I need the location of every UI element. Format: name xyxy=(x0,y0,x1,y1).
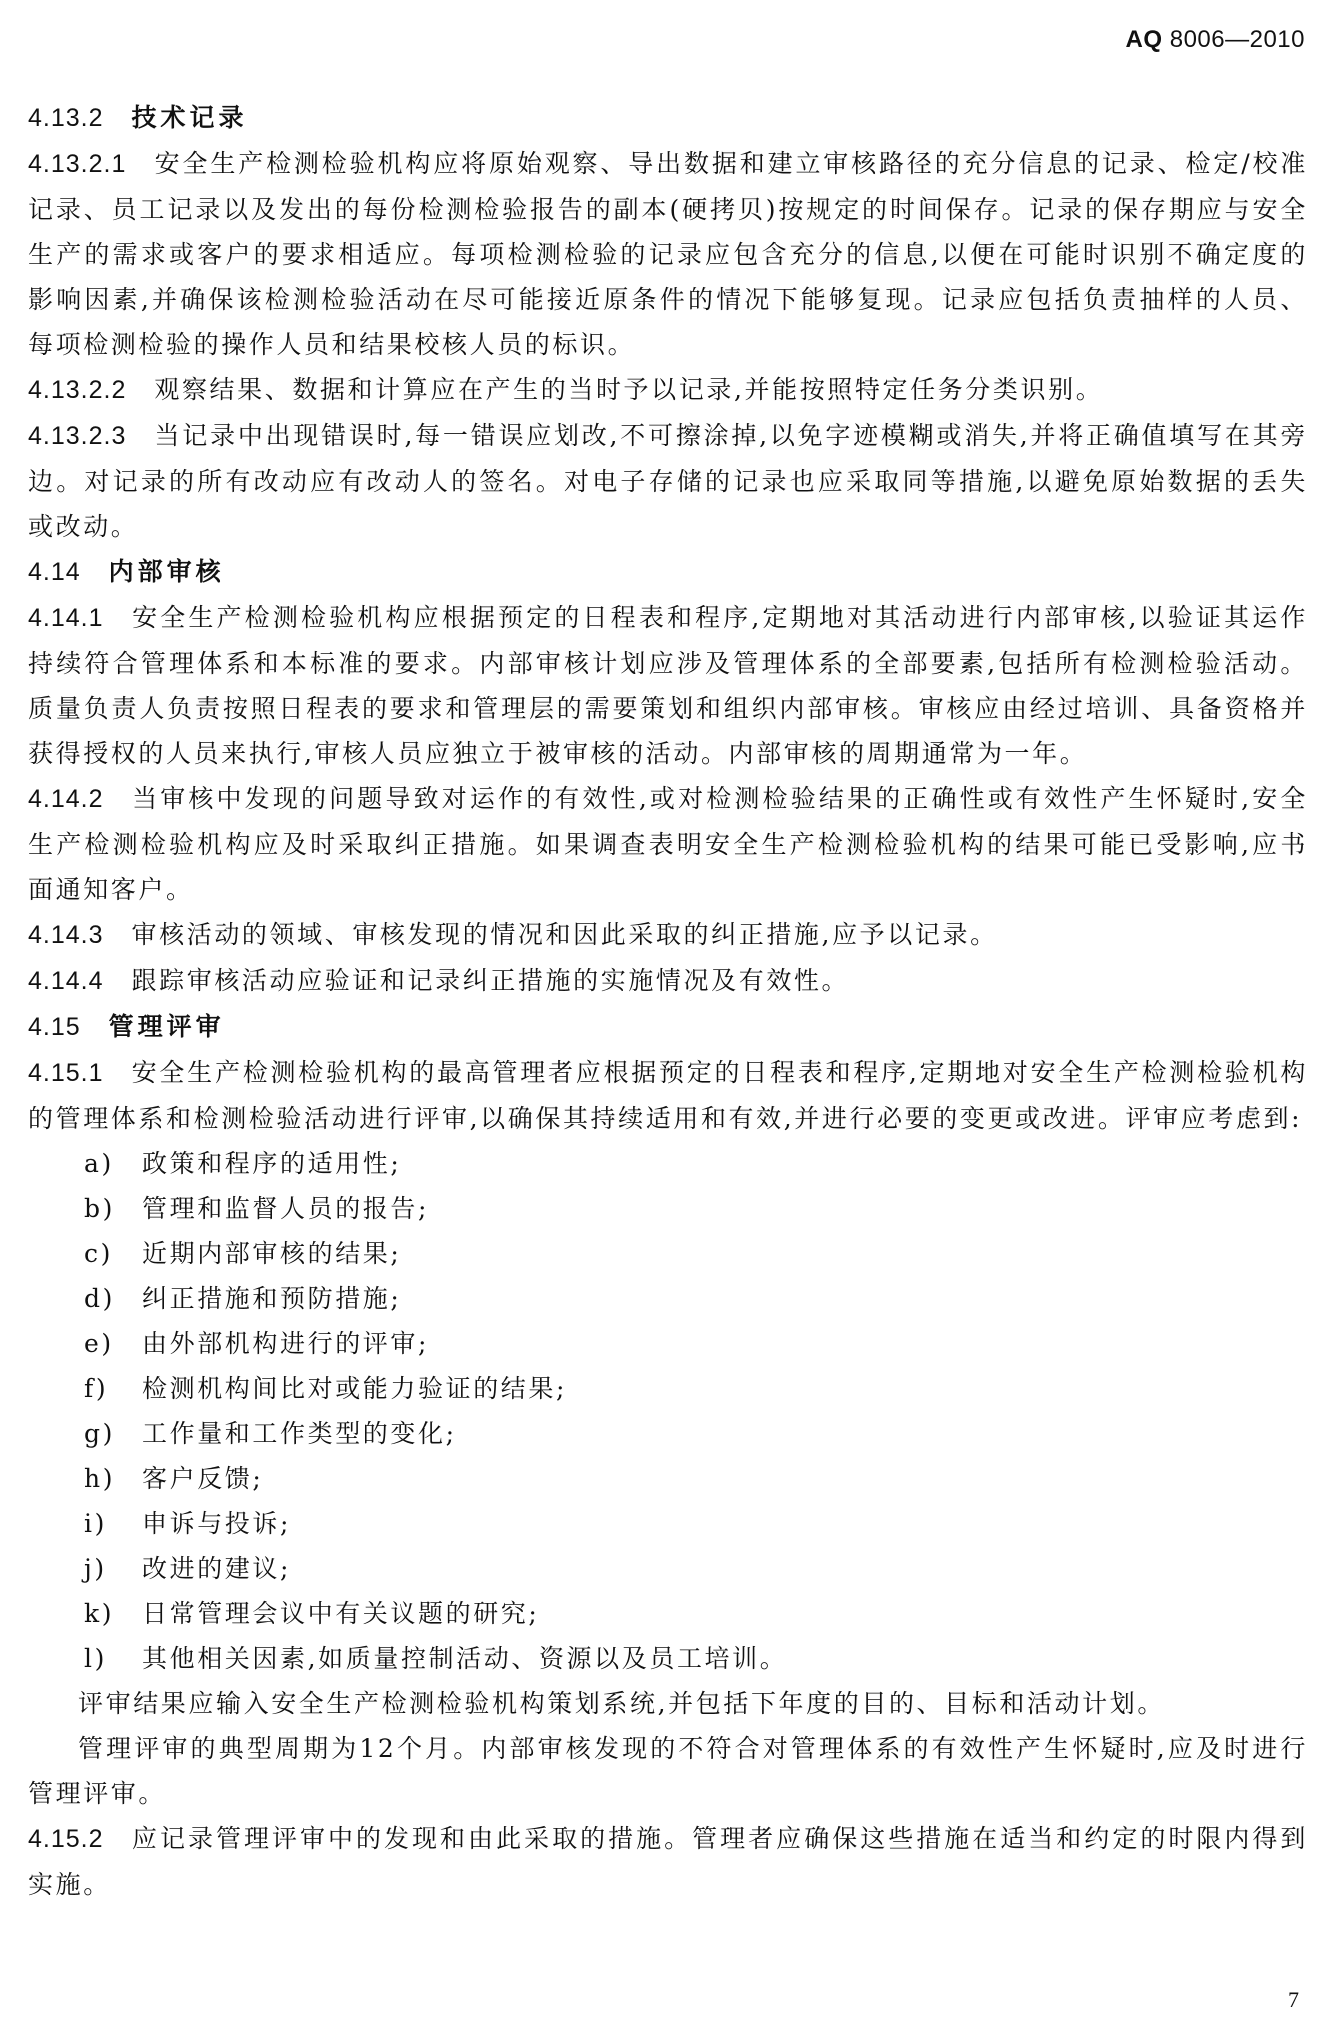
clause-4-15-1-paragraph: 管理评审的典型周期为12个月。内部审核发现的不符合对管理体系的有效性产生怀疑时,应及时进行管理评审。 xyxy=(28,1734,1308,1808)
clause-number: 4.14.3 xyxy=(28,921,104,949)
list-item xyxy=(28,1456,1308,1501)
list-text: 近期内部审核的结果; xyxy=(142,1239,402,1268)
clause-4-14-3 xyxy=(28,912,1308,958)
clause-text: 安全生产检测检验机构的最高管理者应根据预定的日程表和程序,定期地对安全生产检测检验机构的管理体系和检测检验活动进行评审,以确保其持续适用和有效,并进行必要的变更或改进。评审应考虑到: xyxy=(28,1058,1308,1133)
clause-4-13-2-2 xyxy=(28,367,1308,413)
clause-number: 4.14.1 xyxy=(28,604,104,632)
list-marker: h) xyxy=(84,1464,116,1493)
clause-text: 安全生产检测检验机构应根据预定的日程表和程序,定期地对其活动进行内部审核,以验证其运作持续符合管理体系和本标准的要求。内部审核计划应涉及管理体系的全部要素,包括所有检测检验活动。质量负责人负责按照日程表的要求和管理层的需要策划和组织内部审核。审核应由经过培训、具备资格并获得授权的人员来执行,审核人员应独立于被审核的活动。内部审核的周期通常为一年。 xyxy=(28,603,1308,768)
clause-text: 当审核中发现的问题导致对运作的有效性,或对检测检验结果的正确性或有效性产生怀疑时,安全生产检测检验机构应及时采取纠正措施。如果调查表明安全生产检测检验机构的结果可能已受影响,应书面通知客户。 xyxy=(28,784,1308,904)
list-text: 纠正措施和预防措施; xyxy=(142,1284,402,1313)
clause-text: 当记录中出现错误时,每一错误应划改,不可擦涂掉,以免字迹模糊或消失,并将正确值填写在其旁边。对记录的所有改动应有改动人的签名。对电子存储的记录也应采取同等措施,以避免原始数据的丢失或改动。 xyxy=(28,421,1308,541)
section-heading-4-13-2 xyxy=(28,95,1308,141)
list-text: 申诉与投诉; xyxy=(142,1509,292,1538)
clause-4-15-2 xyxy=(28,1816,1308,1907)
clause-text: 应记录管理评审中的发现和由此采取的措施。管理者应确保这些措施在适当和约定的时限内得到实施。 xyxy=(28,1824,1308,1899)
list-item xyxy=(28,1276,1308,1321)
list-item xyxy=(28,1546,1308,1591)
list-marker: g) xyxy=(84,1419,115,1448)
list-text: 检测机构间比对或能力验证的结果; xyxy=(142,1374,568,1403)
clause-text: 观察结果、数据和计算应在产生的当时予以记录,并能按照特定任务分类识别。 xyxy=(154,375,1104,404)
list-text: 其他相关因素,如质量控制活动、资源以及员工培训。 xyxy=(142,1644,788,1673)
clause-number: 4.13.2.1 xyxy=(28,150,127,178)
list-item xyxy=(28,1186,1308,1231)
clause-4-13-2-3 xyxy=(28,413,1308,549)
list-marker: e) xyxy=(84,1329,114,1358)
clause-4-13-2-1 xyxy=(28,141,1308,367)
clause-4-14-4 xyxy=(28,958,1308,1004)
clause-4-15-1 xyxy=(28,1050,1308,1141)
standard-code-abbr: AQ xyxy=(1125,26,1163,53)
section-title: 管理评审 xyxy=(108,1012,225,1041)
list-text: 由外部机构进行的评审; xyxy=(142,1329,430,1358)
clause-number: 4.15.2 xyxy=(28,1825,104,1853)
page-number: 7 xyxy=(1288,1987,1299,2012)
clause-text: 安全生产检测检验机构应将原始观察、导出数据和建立审核路径的充分信息的记录、检定/校准记录、员工记录以及发出的每份检测检验报告的副本(硬拷贝)按规定的时间保存。记录的保存期应与安全生产的需求或客户的要求相适应。每项检测检验的记录应包含充分的信息,以便在可能时识别不确定度的影响因素,并确保该检测检验活动在尽可能接近原条件的情况下能够复现。记录应包括负责抽样的人员、每项检测检验的操作人员和结果校核人员的标识。 xyxy=(28,149,1308,359)
section-number: 4.15 xyxy=(28,1013,81,1041)
standard-code xyxy=(1126,26,1305,54)
section-title: 技术记录 xyxy=(131,103,248,132)
list-text: 管理和监督人员的报告; xyxy=(142,1194,430,1223)
clause-number: 4.15.1 xyxy=(28,1059,104,1087)
section-number: 4.13.2 xyxy=(28,104,104,132)
review-input-list xyxy=(28,1141,1308,1681)
list-marker: i) xyxy=(84,1509,107,1538)
standard-code-number: 8006—2010 xyxy=(1162,26,1305,53)
list-item xyxy=(28,1501,1308,1546)
clause-4-15-1-paragraph: 评审结果应输入安全生产检测检验机构策划系统,并包括下年度的目的、目标和活动计划。 xyxy=(78,1689,1165,1718)
section-title: 内部审核 xyxy=(108,557,225,586)
section-number: 4.14 xyxy=(28,558,81,586)
list-item xyxy=(28,1141,1308,1186)
clause-number: 4.13.2.2 xyxy=(28,376,127,404)
clause-text: 跟踪审核活动应验证和记录纠正措施的实施情况及有效性。 xyxy=(131,966,850,995)
list-marker: d) xyxy=(84,1284,115,1313)
list-text: 日常管理会议中有关议题的研究; xyxy=(142,1599,540,1628)
list-item xyxy=(28,1366,1308,1411)
list-item xyxy=(28,1321,1308,1366)
clause-4-14-2 xyxy=(28,776,1308,912)
list-text: 改进的建议; xyxy=(142,1554,292,1583)
list-marker: c) xyxy=(84,1239,113,1268)
list-marker: f) xyxy=(84,1374,109,1403)
clause-4-14-1 xyxy=(28,595,1308,776)
clause-number: 4.13.2.3 xyxy=(28,422,127,450)
list-text: 工作量和工作类型的变化; xyxy=(142,1419,457,1448)
clause-number: 4.14.4 xyxy=(28,967,104,995)
list-item xyxy=(28,1636,1308,1681)
section-heading-4-15 xyxy=(28,1004,1308,1050)
list-item xyxy=(28,1591,1308,1636)
clause-text: 审核活动的领域、审核发现的情况和因此采取的纠正措施,应予以记录。 xyxy=(131,920,998,949)
clause-number: 4.14.2 xyxy=(28,785,104,813)
list-item xyxy=(28,1231,1308,1276)
list-marker: j) xyxy=(84,1554,107,1583)
list-marker: b) xyxy=(84,1194,115,1223)
list-marker: k) xyxy=(84,1599,115,1628)
section-heading-4-14 xyxy=(28,549,1308,595)
list-item xyxy=(28,1411,1308,1456)
list-text: 政策和程序的适用性; xyxy=(142,1149,402,1178)
list-marker: a) xyxy=(84,1149,114,1178)
document-body xyxy=(28,95,1308,1907)
list-marker: l) xyxy=(84,1644,107,1673)
list-text: 客户反馈; xyxy=(142,1464,264,1493)
